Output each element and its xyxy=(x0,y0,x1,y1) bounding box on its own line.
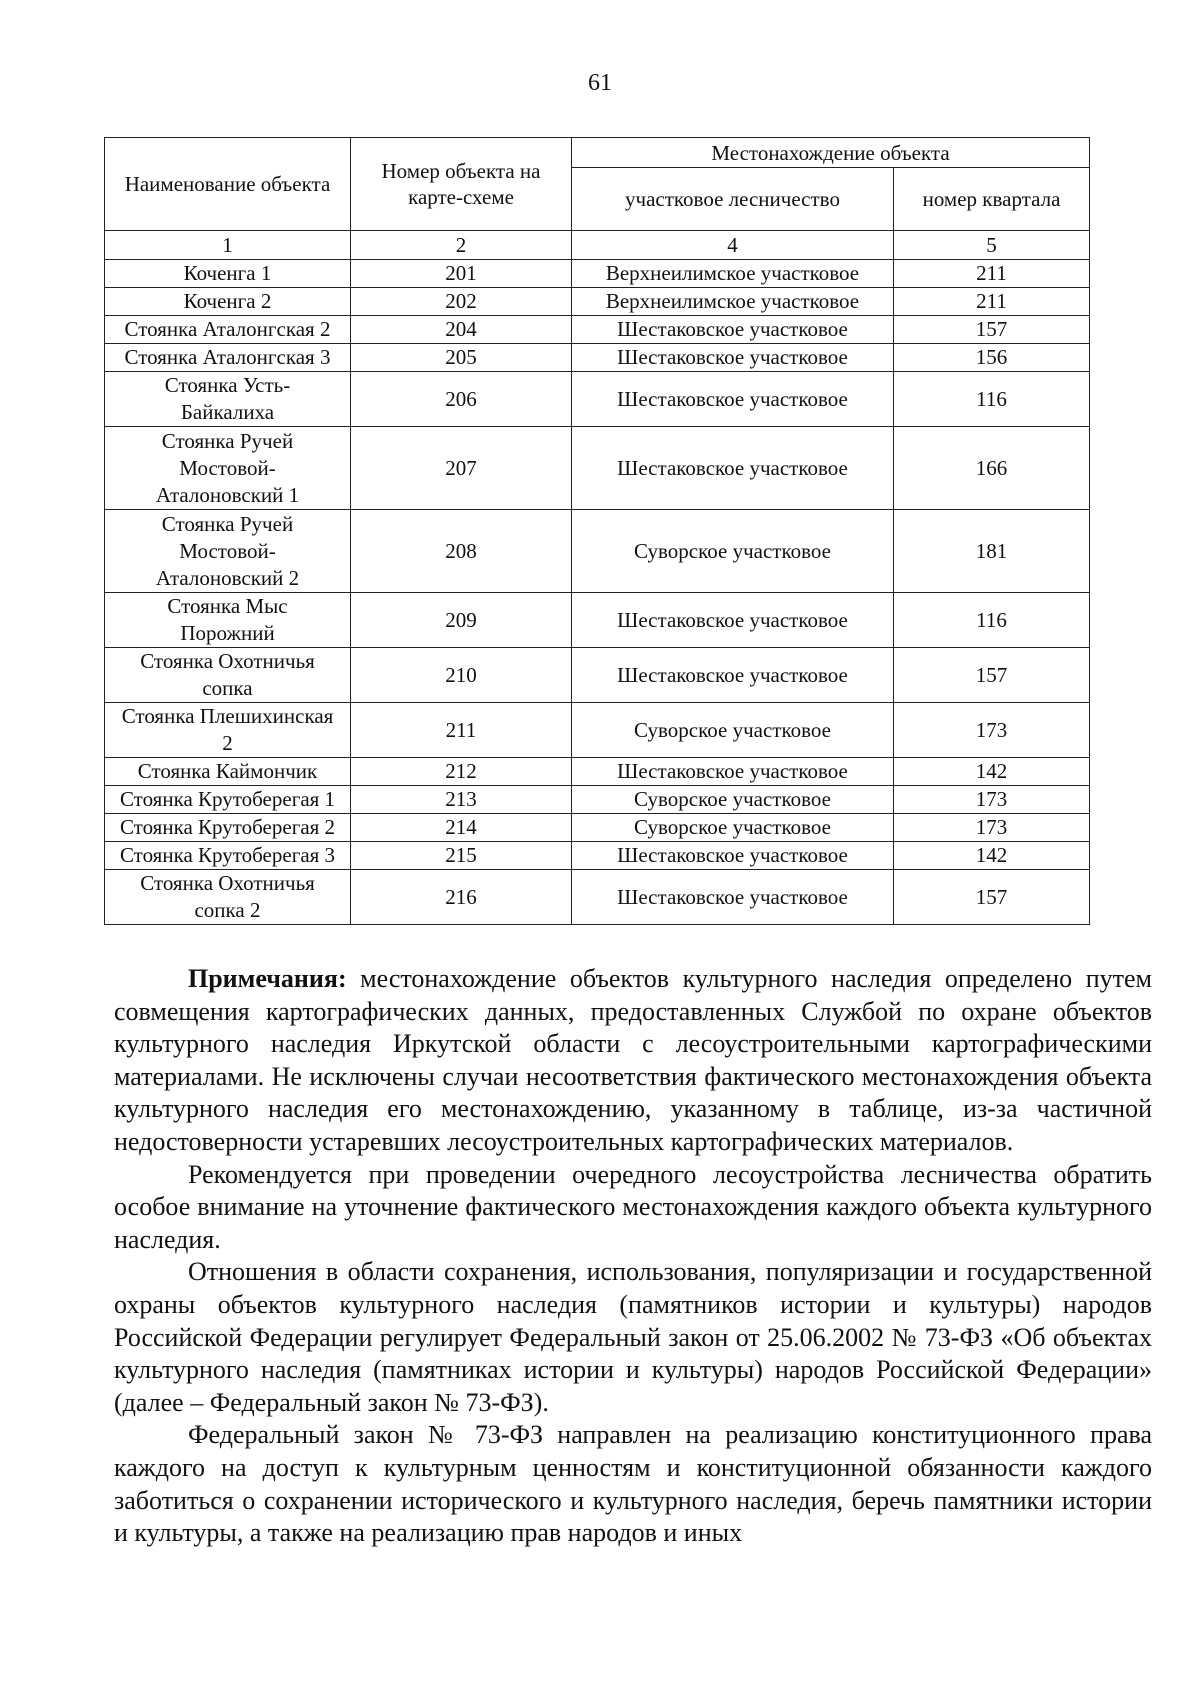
row-number: 208 xyxy=(351,510,572,593)
row-forestry: Суворское участковое xyxy=(572,814,894,842)
row-forestry: Шестаковское участковое xyxy=(572,593,894,648)
row-quarter: 157 xyxy=(894,316,1090,344)
header-quarter: номер квартала xyxy=(894,168,1090,231)
row-number: 206 xyxy=(351,372,572,427)
header-map-number: Номер объекта на карте-схеме xyxy=(351,138,572,231)
row-name: Стоянка Крутоберегая 2 xyxy=(105,814,351,842)
objects-table xyxy=(104,137,1090,925)
header-name: Наименование объекта xyxy=(105,138,351,231)
notes-paragraph-3: Отношения в области сохранения, использования, популяризации и государственной охраны объектов культурного наследия (памятников истории и культуры) народов Российской Федерации регулирует Федеральный закон от 25.06.2002 № 73-ФЗ «Об объектах культурного наследия (памятниках истории и культуры) народов Российской Федерации» (далее – Федеральный закон № 73-ФЗ). xyxy=(114,1257,1152,1417)
row-quarter: 211 xyxy=(894,260,1090,288)
row-name: Стоянка Крутоберегая 1 xyxy=(105,786,351,814)
row-quarter: 157 xyxy=(894,648,1090,703)
row-number: 211 xyxy=(351,703,572,758)
row-name: Стоянка Каймончик xyxy=(105,758,351,786)
table-row xyxy=(105,870,1090,925)
row-name: Стоянка Аталонгская 2 xyxy=(105,316,351,344)
notes-paragraph-2: Рекомендуется при проведении очередного лесоустройства лесничества обратить особое внимание на уточнение фактического местонахождения каждого объекта культурного наследия. xyxy=(114,1159,1152,1254)
table-row xyxy=(105,260,1090,288)
table-row xyxy=(105,288,1090,316)
row-number: 202 xyxy=(351,288,572,316)
notes-paragraph-4: Федеральный закон № 73-ФЗ направлен на реализацию конституционного права каждого на доступ к культурным ценностям и конституционной обязанности каждого заботиться о сохранении исторического и культурного наследия, беречь памятники истории и культуры, а также на реализацию прав народов и иных xyxy=(114,1420,1152,1548)
row-quarter: 173 xyxy=(894,703,1090,758)
row-forestry: Верхнеилимское участковое xyxy=(572,288,894,316)
row-name: Стоянка Ручей Мостовой- Аталоновский 2 xyxy=(105,510,351,593)
table-row xyxy=(105,648,1090,703)
table-row xyxy=(105,344,1090,372)
row-name: Стоянка Плешихинская 2 xyxy=(105,703,351,758)
row-number: 210 xyxy=(351,648,572,703)
notes-label: Примечания: xyxy=(188,964,347,993)
row-name: Стоянка Охотничья сопка 2 xyxy=(105,870,351,925)
row-quarter: 166 xyxy=(894,427,1090,510)
row-name: Стоянка Крутоберегая 3 xyxy=(105,842,351,870)
row-forestry: Суворское участковое xyxy=(572,510,894,593)
row-number: 214 xyxy=(351,814,572,842)
row-quarter: 116 xyxy=(894,593,1090,648)
row-number: 204 xyxy=(351,316,572,344)
row-name: Стоянка Мыс Порожний xyxy=(105,593,351,648)
notes-section xyxy=(114,963,1152,1550)
row-quarter: 211 xyxy=(894,288,1090,316)
notes-text-1: местонахождение объектов культурного наследия определено путем совмещения картографических данных, предоставленных Службой по охране объектов культурного наследия Иркутской области с лесоустроительными картографическими материалами. Не исключены случаи несоответствия фактического местонахождения объекта культурного наследия его местонахождению, указанному в таблице, из-за частичной недостоверности устаревших лесоустроительных картографических материалов. xyxy=(114,964,1152,1156)
row-quarter: 173 xyxy=(894,814,1090,842)
table-row xyxy=(105,372,1090,427)
row-number: 209 xyxy=(351,593,572,648)
row-name: Стоянка Аталонгская 3 xyxy=(105,344,351,372)
table-row xyxy=(105,814,1090,842)
row-name: Стоянка Ручей Мостовой- Аталоновский 1 xyxy=(105,427,351,510)
page-number: 61 xyxy=(588,70,612,96)
row-forestry: Шестаковское участковое xyxy=(572,648,894,703)
row-forestry: Верхнеилимское участковое xyxy=(572,260,894,288)
row-forestry: Суворское участковое xyxy=(572,786,894,814)
table-row xyxy=(105,758,1090,786)
row-name: Стоянка Охотничья сопка xyxy=(105,648,351,703)
row-name: Коченга 1 xyxy=(105,260,351,288)
row-number: 213 xyxy=(351,786,572,814)
table-row xyxy=(105,786,1090,814)
header-location: Местонахождение объекта xyxy=(572,138,1090,168)
row-number: 201 xyxy=(351,260,572,288)
table-row xyxy=(105,510,1090,593)
col-number-1: 1 xyxy=(105,231,351,260)
table-body xyxy=(105,260,1090,925)
row-forestry: Шестаковское участковое xyxy=(572,427,894,510)
row-quarter: 142 xyxy=(894,758,1090,786)
row-quarter: 142 xyxy=(894,842,1090,870)
row-number: 207 xyxy=(351,427,572,510)
row-name: Стоянка Усть- Байкалиха xyxy=(105,372,351,427)
row-number: 216 xyxy=(351,870,572,925)
row-forestry: Шестаковское участковое xyxy=(572,372,894,427)
col-number-2: 2 xyxy=(351,231,572,260)
row-quarter: 156 xyxy=(894,344,1090,372)
table-row xyxy=(105,703,1090,758)
table-row xyxy=(105,842,1090,870)
row-quarter: 173 xyxy=(894,786,1090,814)
col-number-4: 4 xyxy=(572,231,894,260)
row-quarter: 116 xyxy=(894,372,1090,427)
header-forestry: участковое лесничество xyxy=(572,168,894,231)
row-quarter: 181 xyxy=(894,510,1090,593)
col-number-5: 5 xyxy=(894,231,1090,260)
table-row xyxy=(105,427,1090,510)
row-forestry: Шестаковское участковое xyxy=(572,758,894,786)
row-number: 212 xyxy=(351,758,572,786)
row-forestry: Шестаковское участковое xyxy=(572,842,894,870)
table-row xyxy=(105,316,1090,344)
row-forestry: Суворское участковое xyxy=(572,703,894,758)
table-row xyxy=(105,593,1090,648)
row-quarter: 157 xyxy=(894,870,1090,925)
row-forestry: Шестаковское участковое xyxy=(572,344,894,372)
row-name: Коченга 2 xyxy=(105,288,351,316)
row-forestry: Шестаковское участковое xyxy=(572,316,894,344)
notes-paragraph-1 xyxy=(114,963,1152,1159)
row-number: 215 xyxy=(351,842,572,870)
row-number: 205 xyxy=(351,344,572,372)
row-forestry: Шестаковское участковое xyxy=(572,870,894,925)
